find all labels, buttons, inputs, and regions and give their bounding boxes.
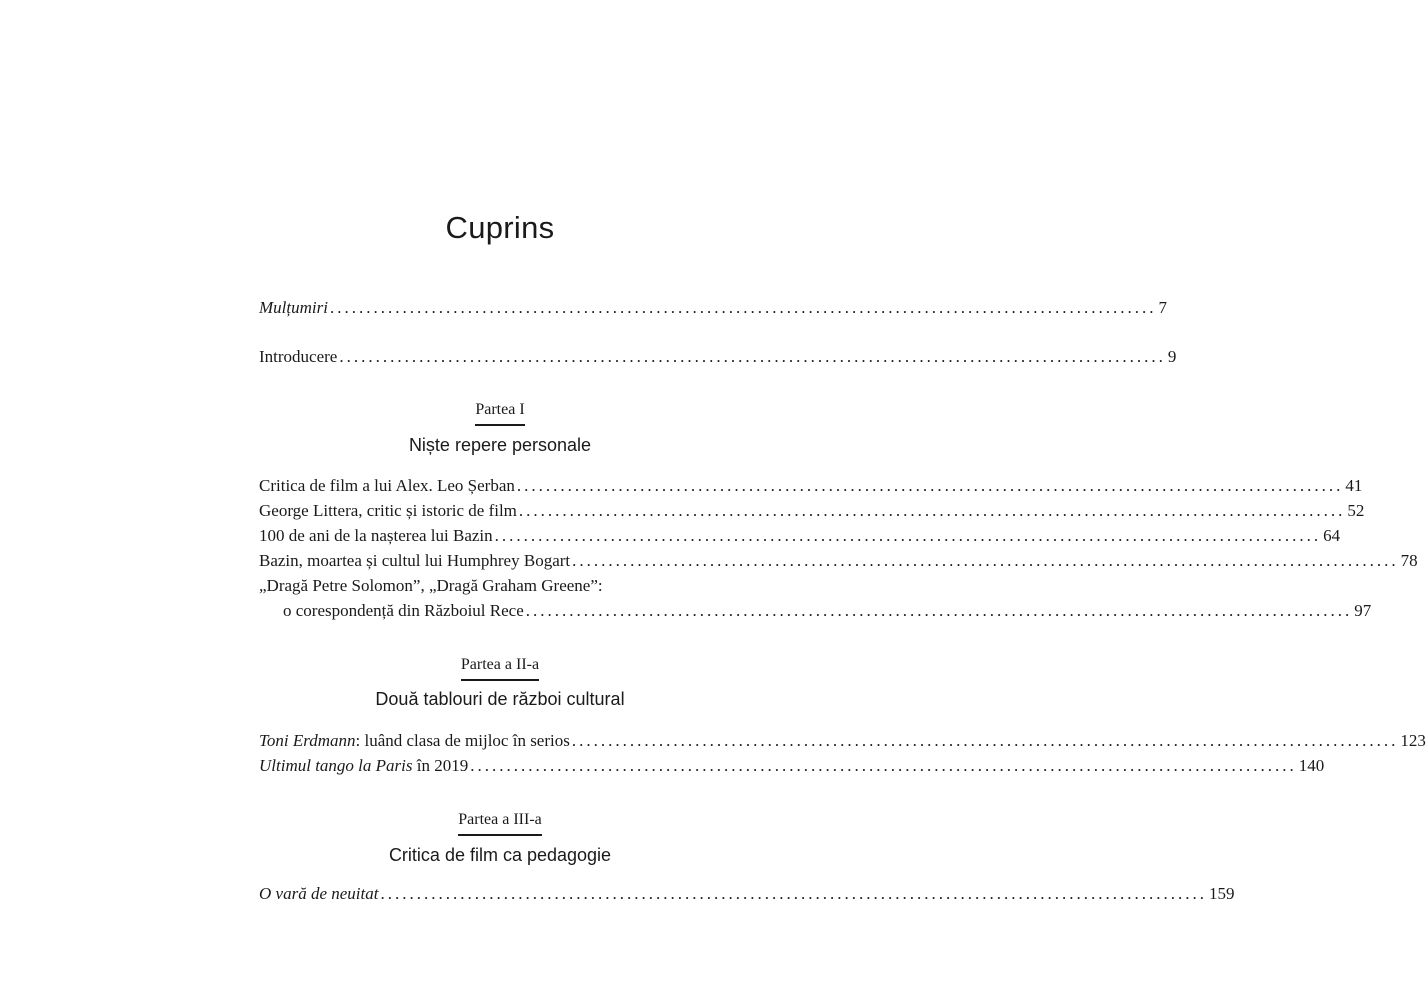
toc-entry-introducere[interactable] (259, 347, 1177, 367)
part-label: Partea I (0, 400, 1000, 426)
entry-page: 140 (1298, 756, 1325, 775)
entry-page: 123 (1400, 731, 1426, 750)
dot-leader: .................................................................................................................. (516, 476, 1344, 495)
entry-page: 159 (1208, 884, 1235, 903)
part-label: Partea a II-a (0, 655, 1000, 681)
entry-title-rest: : luând clasa de mijloc în serios (355, 731, 570, 750)
toc-entry[interactable] (259, 526, 1341, 546)
entry-page: 7 (1158, 298, 1167, 317)
entry-title: Critica de film a lui Alex. Leo Șerban (259, 476, 515, 495)
entry-page: 97 (1354, 601, 1372, 620)
entry-title-line1: „Dragă Petre Solomon”, „Dragă Graham Greene”: (259, 576, 603, 595)
dot-leader: .................................................................................................................. (571, 731, 1399, 750)
entry-title: 100 de ani de la nașterea lui Bazin (259, 526, 493, 545)
entry-title-line2: o corespondență din Războiul Rece (283, 601, 524, 620)
page-title: Cuprins (445, 210, 555, 245)
part-title: Niște repere personale (408, 435, 592, 455)
toc-entry[interactable] (259, 551, 1418, 571)
dot-leader: .................................................................................................................. (329, 298, 1157, 317)
toc-entry[interactable] (259, 731, 1426, 751)
part-title: Critica de film ca pedagogie (388, 845, 612, 865)
entry-title-italic: O vară de neuitat (259, 884, 379, 903)
entry-title: George Littera, critic și istoric de film (259, 501, 517, 520)
entry-title: Mulțumiri (259, 298, 328, 317)
entry-page: 41 (1345, 476, 1363, 495)
toc-entry[interactable] (283, 601, 1372, 621)
dot-leader: .................................................................................................................. (470, 756, 1297, 775)
dot-leader: .................................................................................................................. (494, 526, 1322, 545)
dot-leader: .................................................................................................................. (525, 601, 1353, 620)
entry-title-italic: Toni Erdmann (259, 731, 356, 750)
part-title: Două tablouri de război cultural (375, 689, 625, 709)
entry-title: Introducere (259, 347, 338, 366)
entry-title-rest: în 2019 (412, 756, 469, 775)
dot-leader: .................................................................................................................. (380, 884, 1207, 903)
entry-page: 64 (1323, 526, 1341, 545)
toc-entry[interactable] (259, 756, 1325, 776)
dot-leader: .................................................................................................................. (518, 501, 1346, 520)
dot-leader: .................................................................................................................. (339, 347, 1166, 366)
entry-title: Bazin, moartea și cultul lui Humphrey Bogart (259, 551, 571, 570)
toc-entry[interactable] (259, 884, 1235, 904)
toc-entry[interactable] (259, 476, 1363, 496)
part-label: Partea a III-a (0, 810, 1000, 836)
dot-leader: .................................................................................................................. (572, 551, 1399, 570)
entry-page: 52 (1347, 501, 1365, 520)
entry-page: 9 (1167, 347, 1177, 366)
toc-entry-multumiri[interactable] (259, 298, 1167, 318)
entry-title-italic: Ultimul tango la Paris (259, 756, 413, 775)
entry-page: 78 (1400, 551, 1418, 570)
toc-entry[interactable] (259, 501, 1365, 521)
